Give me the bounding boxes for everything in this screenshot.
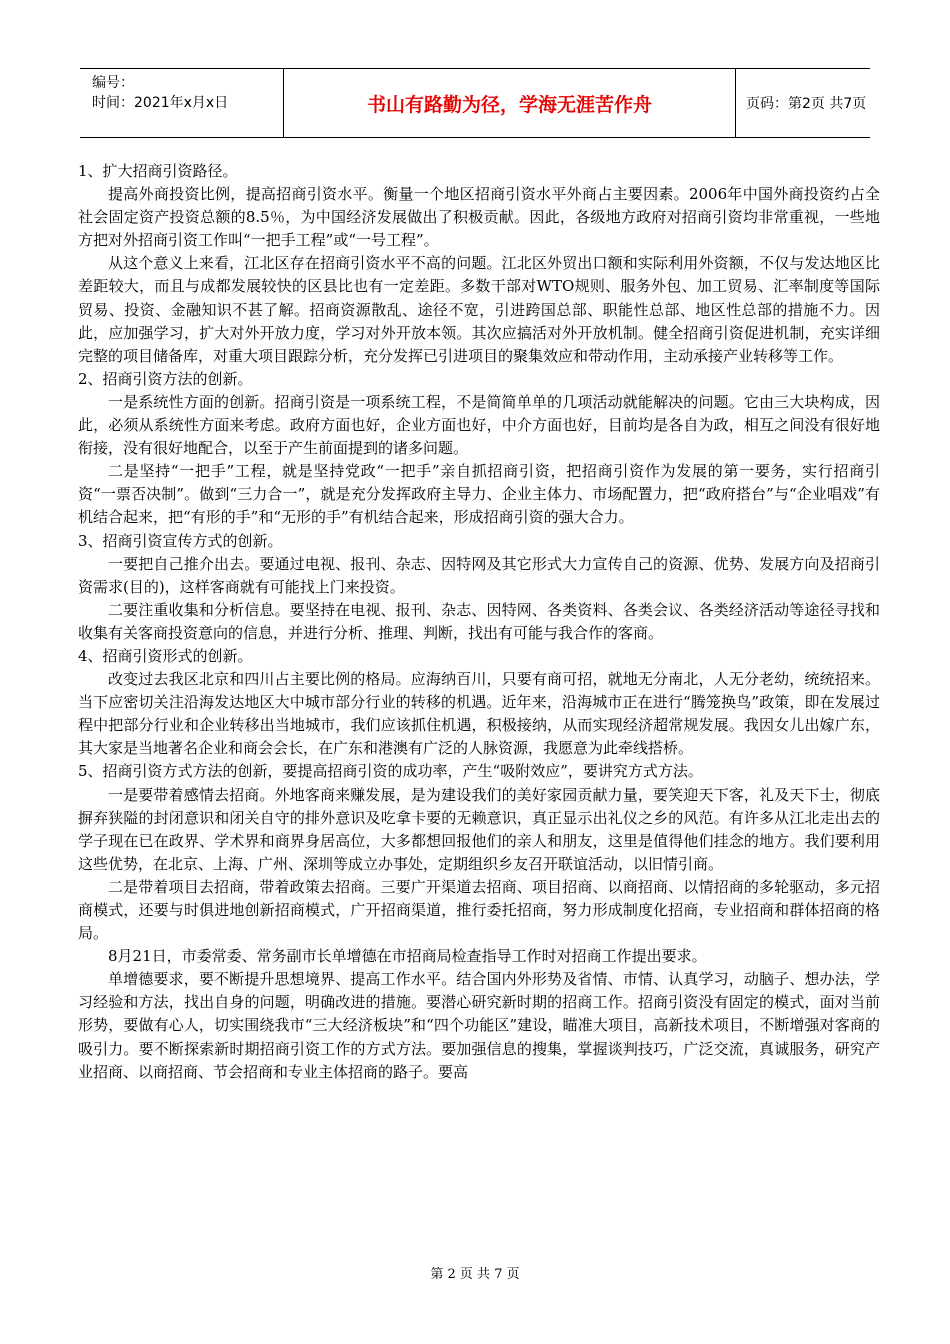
document-number-label: 编号：: [92, 75, 134, 91]
header-motto: 书山有路勤为径，学海无涯苦作舟: [366, 93, 652, 116]
page-header: [80, 68, 870, 138]
header-page-number: 页码：第2页 共7页: [746, 96, 867, 112]
document-body: [78, 160, 880, 1084]
section-heading: 3、招商引资宣传方式的创新。: [78, 531, 283, 550]
body-paragraph: 二要注重收集和分析信息。要坚持在电视、报刊、杂志、因特网、各类资料、各类会议、各类经济活动等途径寻找和收集有关客商投资意向的信息，并进行分析、推理、判断，找出有可能与我合作的客商。: [78, 600, 880, 642]
body-paragraph: 从这个意义上来看，江北区存在招商引资水平不高的问题。江北区外贸出口额和实际利用外资额，不仅与发达地区比差距较大，而且与成都发展较快的区县比也有一定差距。多数干部对WTO规则、服务外包、加工贸易、汇率制度等国际贸易、投资、金融知识不甚了解。招商资源散乱、途径不宽，引进跨国总部、职能性总部、地区性总部的措施不力。因此，应加强学习，扩大对外开放力度，学习对外开放本领。其次应搞活对外开放机制。健全招商引资促进机制，充实详细完整的项目储备库，对重大项目跟踪分析，充分发挥已引进项目的聚集效应和带动作用，主动承接产业转移等工作。: [78, 254, 880, 365]
body-paragraph: 单增德要求，要不断提升思想境界、提高工作水平。结合国内外形势及省情、市情、认真学习，动脑子、想办法，学习经验和方法，找出自身的问题，明确改进的措施。要潜心研究新时期的招商工作。招商引资没有固定的模式，面对当前形势，要做有心人，切实围绕我市“三大经济板块”和“四个功能区”建设，瞄准大项目，高新技术项目，不断增强对客商的吸引力。要不断探索新时期招商引资工作的方式方法。要加强信息的搜集，掌握谈判技巧，广泛交流，真诚服务，研究产业招商、以商招商、节会招商和专业主体招商的路子。要高: [78, 970, 880, 1081]
section-heading: 4、招商引资形式的创新。: [78, 646, 253, 665]
body-paragraph: 提高外商投资比例，提高招商引资水平。衡量一个地区招商引资水平外商占主要因素。2006年中国外商投资约占全社会固定资产投资总额的8.5％，为中国经济发展做出了积极贡献。因此，各级地方政府对招商引资均非常重视，一些地方把对外招商引资工作叫“一把手工程”或“一号工程”。: [78, 185, 880, 250]
body-paragraph: 一是要带着感情去招商。外地客商来赚发展，是为建设我们的美好家园贡献力量，要笑迎天下客，礼及天下士，彻底摒弃狭隘的封闭意识和闭关自守的排外意识及吃拿卡要的无赖意识，真正显示出礼仪之乡的风范。有许多从江北走出去的学子现在已在政界、学术界和商界身居高位，大多都想回报他们的亲人和朋友，这里是值得他们挂念的地方。我们要利用这些优势，在北京、上海、广州、深圳等成立办事处，定期组织乡友召开联谊活动，以旧情引商。: [78, 785, 880, 873]
body-paragraph: 8月21日，市委常委、常务副市长单增德在市招商局检查指导工作时对招商工作提出要求。: [108, 947, 707, 966]
header-motto-cell: [284, 69, 736, 137]
page-footer: 第 2 页 共 7 页: [430, 1267, 520, 1282]
section-heading: 5、招商引资方式方法的创新，要提高招商引资的成功率，产生“吸附效应”，要讲究方式方法。: [78, 762, 703, 781]
header-meta: [80, 69, 284, 137]
body-paragraph: 二是坚持“一把手”工程，就是坚持党政“一把手”亲自抓招商引资，把招商引资作为发展的第一要务，实行招商引资“一票否决制”。做到“三力合一”，就是充分发挥政府主导力、企业主体力、市场配置力，把“政府搭台”与“企业唱戏”有机结合起来，把“有形的手”和“无形的手”有机结合起来，形成招商引资的强大合力。: [78, 462, 880, 527]
section-heading: 1、扩大招商引资路径。: [78, 162, 238, 180]
body-paragraph: 二是带着项目去招商，带着政策去招商。三要广开渠道去招商、项目招商、以商招商、以情招商的多轮驱动，多元招商模式，还要与时俱进地创新招商模式，广开招商渠道，推行委托招商，努力形成制度化招商，专业招商和群体招商的格局。: [78, 877, 880, 943]
section-heading: 2、招商引资方法的创新。: [78, 369, 253, 388]
body-paragraph: 改变过去我区北京和四川占主要比例的格局。应海纳百川，只要有商可招，就地无分南北，人无分老幼，统统招来。当下应密切关注沿海发达地区大中城市部分行业的转移的机遇。近年来，沿海城市正在进行“腾笼换鸟”政策，即在发展过程中把部分行业和企业转移出当地城市，我们应该抓住机遇，积极接纳，从而实现经济超常规发展。我因女儿出嫁广东，其大家是当地著名企业和商会会长，在广东和港澳有广泛的人脉资源，我愿意为此牵线搭桥。: [78, 670, 880, 758]
body-paragraph: 一是系统性方面的创新。招商引资是一项系统工程，不是简简单单的几项活动就能解决的问题。它由三大块构成，因此，必须从系统性方面来考虑。政府方面也好，企业方面也好，中介方面也好，目前均是各自为政，相互之间没有很好地衔接，没有很好地配合，以至于产生前面提到的诸多问题。: [78, 392, 880, 458]
document-date: 时间：2021年x月x日: [92, 95, 229, 111]
body-paragraph: 一要把自己推介出去。要通过电视、报刊、杂志、因特网及其它形式大力宣传自己的资源、优势、发展方向及招商引资需求(目的)，这样客商就有可能找上门来投资。: [78, 554, 880, 596]
